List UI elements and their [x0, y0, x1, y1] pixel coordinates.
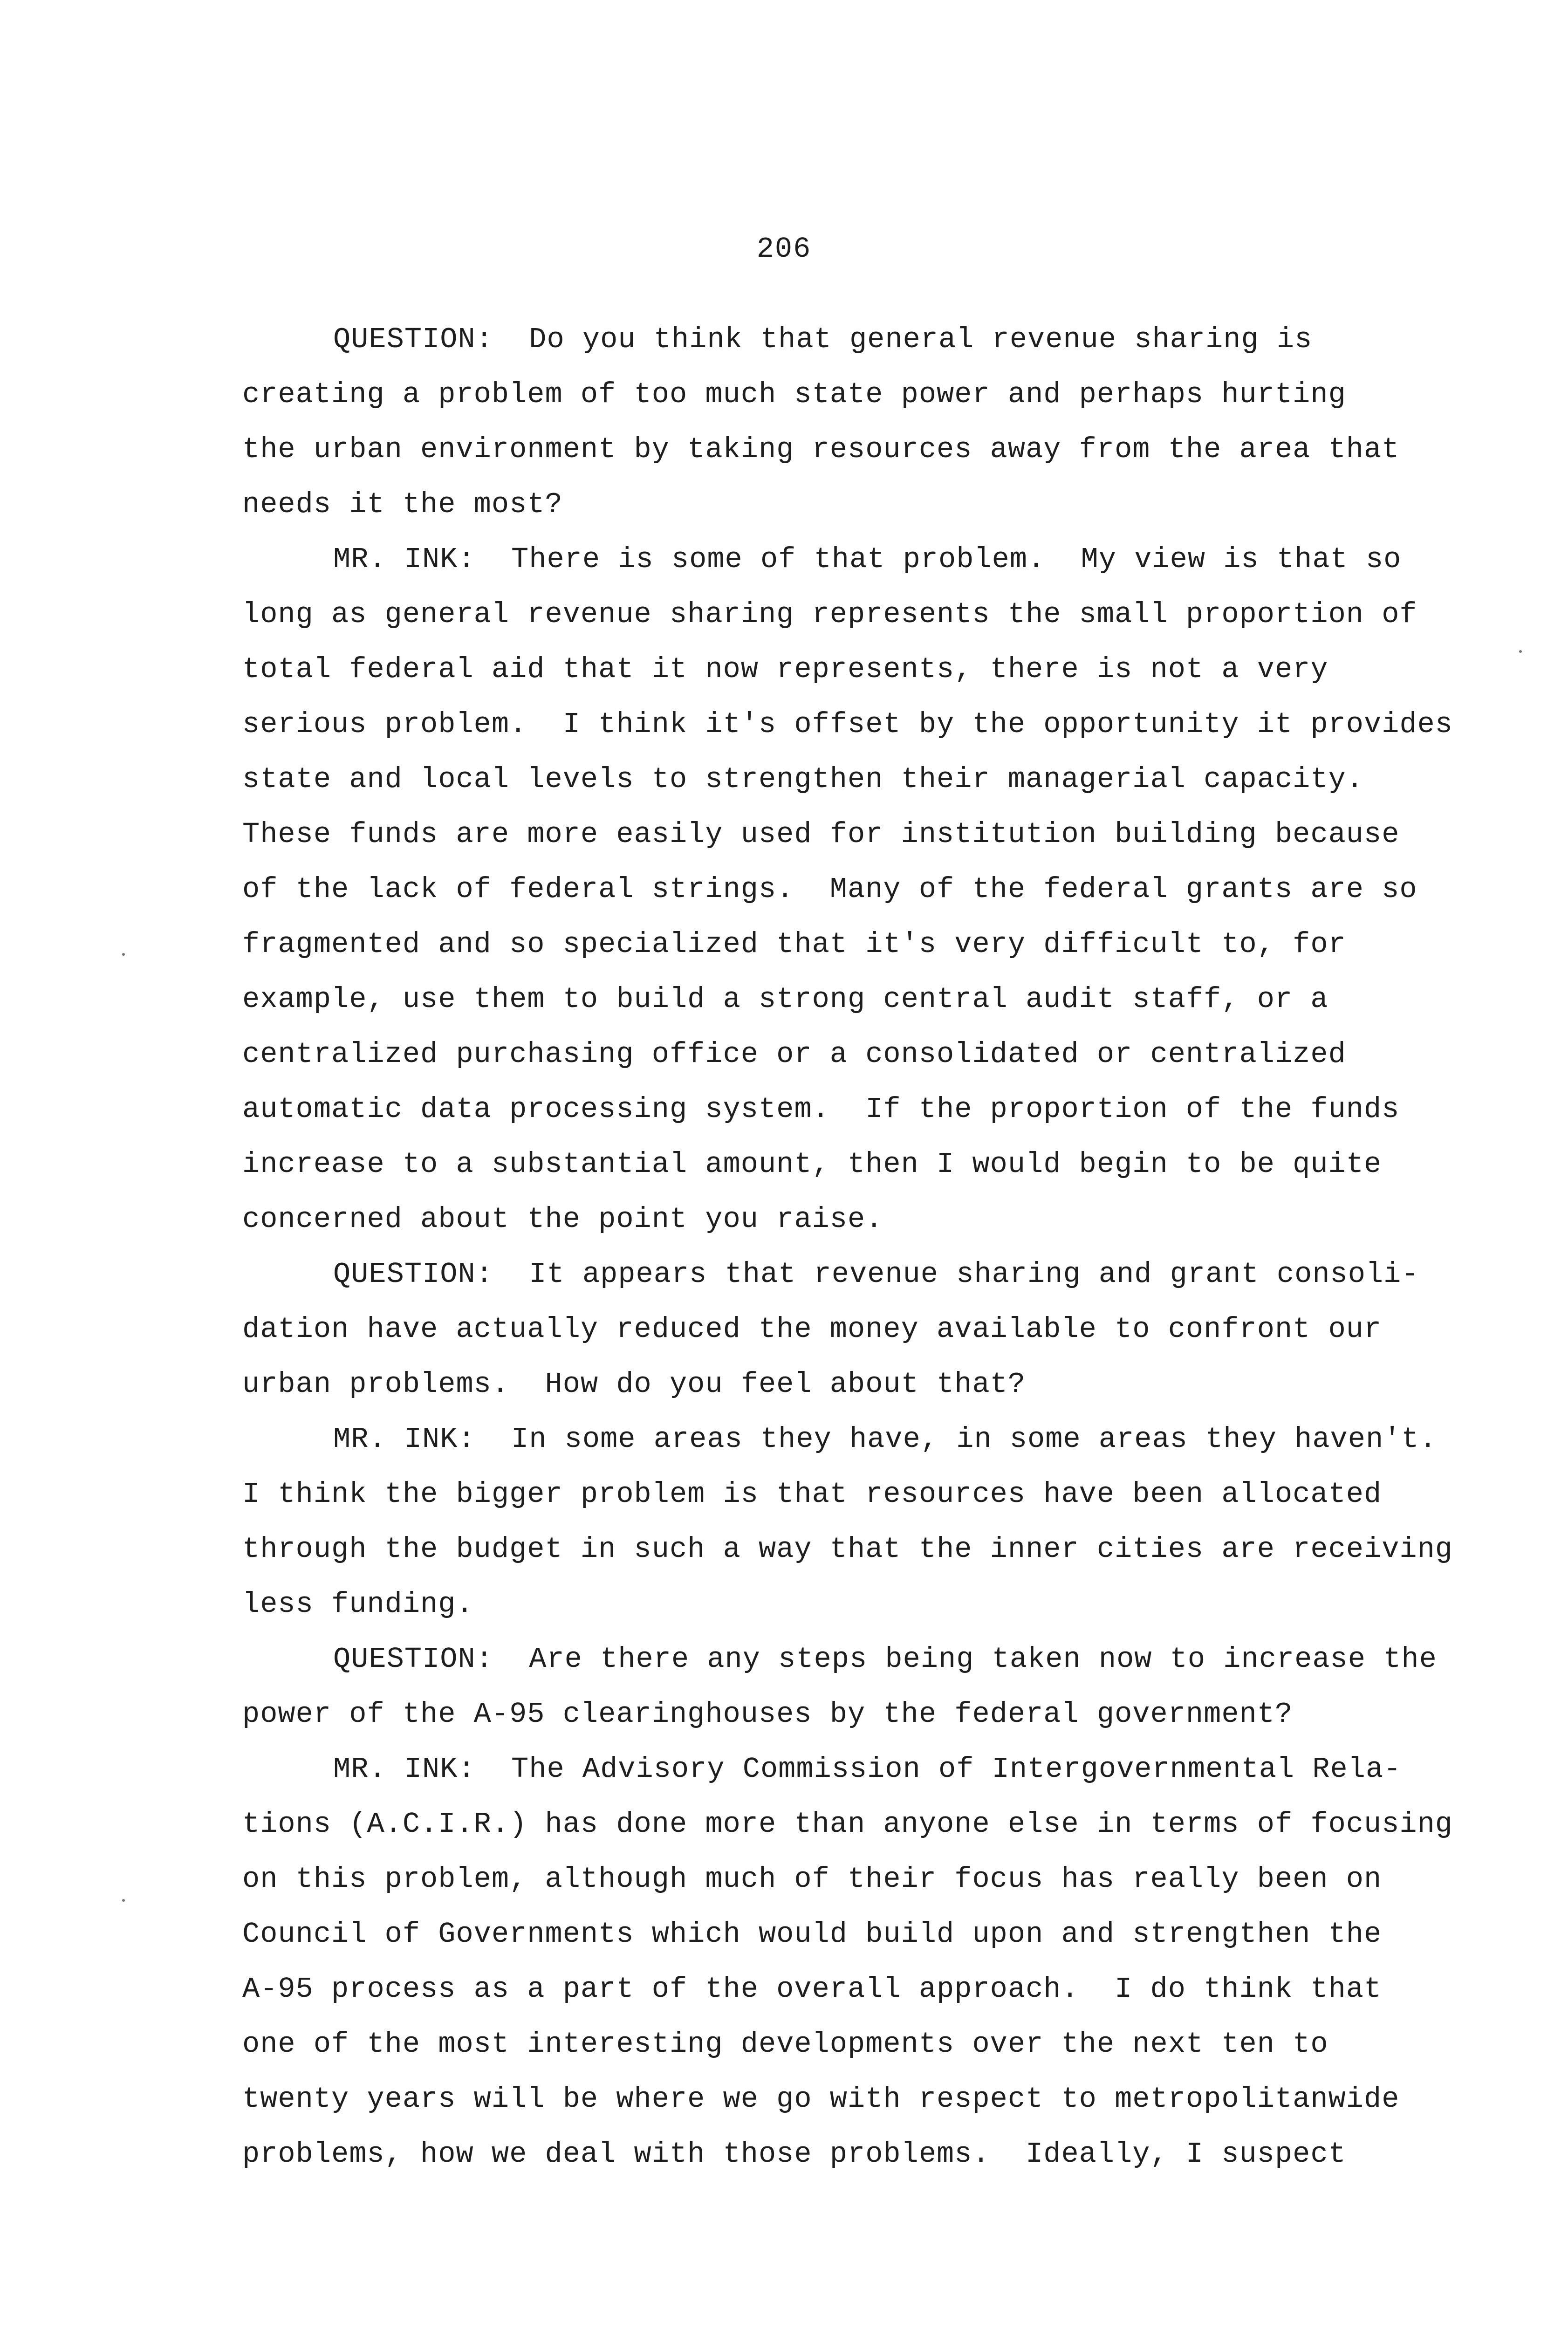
text-line: These funds are more easily used for institution building because	[242, 818, 1400, 851]
text-line: through the budget in such a way that the inner cities are receiving	[242, 1533, 1453, 1566]
text-line: total federal aid that it now represents, there is not a very	[242, 653, 1328, 686]
text-line: MR. INK: There is some of that problem. My view is that so	[333, 543, 1402, 576]
text-line: I think the bigger problem is that resources have been allocated	[242, 1478, 1382, 1511]
text-line: creating a problem of too much state power and perhaps hurting	[242, 378, 1346, 411]
text-line: state and local levels to strengthen their managerial capacity.	[242, 763, 1364, 796]
text-line: of the lack of federal strings. Many of the federal grants are so	[242, 873, 1417, 906]
text-line: long as general revenue sharing represents the small proportion of	[242, 598, 1417, 631]
text-line: tions (A.C.I.R.) has done more than anyone else in terms of focusing	[242, 1808, 1453, 1841]
scan-speck	[1519, 650, 1522, 653]
text-line: example, use them to build a strong central audit staff, or a	[242, 983, 1328, 1016]
text-line: twenty years will be where we go with respect to metropolitanwide	[242, 2083, 1400, 2116]
text-line: concerned about the point you raise.	[242, 1203, 883, 1236]
text-line: QUESTION: Do you think that general revenue sharing is	[333, 323, 1313, 356]
scan-speck	[122, 953, 125, 956]
text-line: QUESTION: Are there any steps being taken now to increase the	[333, 1643, 1437, 1676]
text-line: problems, how we deal with those problems. Ideally, I suspect	[242, 2138, 1346, 2171]
text-line: fragmented and so specialized that it's very difficult to, for	[242, 928, 1346, 961]
text-line: dation have actually reduced the money available to confront our	[242, 1313, 1382, 1346]
page-number: 206	[756, 233, 812, 266]
text-line: serious problem. I think it's offset by the opportunity it provides	[242, 708, 1453, 741]
text-line: power of the A-95 clearinghouses by the federal government?	[242, 1698, 1293, 1731]
text-line: urban problems. How do you feel about that?	[242, 1368, 1026, 1401]
text-line: the urban environment by taking resources away from the area that	[242, 433, 1400, 466]
text-line: MR. INK: In some areas they have, in some areas they haven't.	[333, 1423, 1437, 1456]
text-line: centralized purchasing office or a consolidated or centralized	[242, 1038, 1346, 1071]
text-line: automatic data processing system. If the proportion of the funds	[242, 1093, 1400, 1126]
text-line: QUESTION: It appears that revenue sharing and grant consoli-	[333, 1258, 1419, 1291]
transcript-body	[242, 312, 1491, 2182]
text-line: on this problem, although much of their focus has really been on	[242, 1863, 1382, 1896]
text-line: needs it the most?	[242, 488, 563, 521]
text-line: A-95 process as a part of the overall approach. I do think that	[242, 1973, 1382, 2006]
text-line: less funding.	[242, 1588, 474, 1621]
text-line: one of the most interesting developments over the next ten to	[242, 2028, 1328, 2061]
text-line: increase to a substantial amount, then I would begin to be quite	[242, 1148, 1382, 1181]
text-line: Council of Governments which would build upon and strengthen the	[242, 1918, 1382, 1951]
text-line: MR. INK: The Advisory Commission of Intergovernmental Rela-	[333, 1753, 1402, 1786]
scan-speck	[122, 1899, 125, 1902]
